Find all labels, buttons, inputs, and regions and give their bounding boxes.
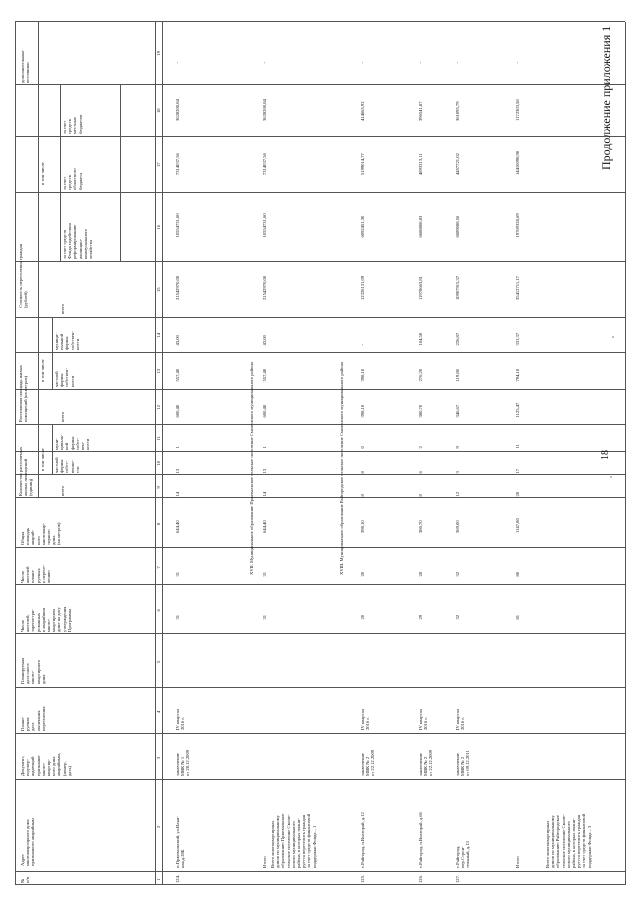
header-residents: Число жителей, зарегистри- рованных в аварийном много- квартирном доме на дату утверждения Программы — [20, 606, 72, 632]
total-cell-c14: 43,00 — [262, 335, 267, 346]
table-rule — [162, 317, 625, 318]
table-rule — [15, 687, 162, 688]
total-cell-c11: 11 — [515, 444, 520, 449]
header-num: № п/п — [20, 876, 31, 883]
total-cell-c10: 13 — [262, 468, 267, 474]
total-cell-c15: 21542970,00 — [262, 275, 267, 300]
row-cell-c12: 380,70 — [418, 404, 423, 418]
row-cell-c17: 4893313,11 — [418, 153, 423, 175]
total-cell-c13: 794,10 — [515, 368, 520, 382]
column-number: 2 — [156, 825, 161, 828]
table-rule — [155, 22, 156, 885]
table-rule — [15, 733, 162, 734]
table-rule — [15, 547, 162, 548]
column-number: 6 — [156, 609, 161, 612]
scan-speck — [612, 336, 614, 338]
row-cell-c11: 2 — [418, 446, 423, 449]
row-resettle-date: IV квартал 2016 г. — [175, 709, 186, 730]
table-rule — [38, 474, 155, 475]
section-note: Всего многоквартирных домов по муниципальному образованию Пржевальское сельское поселение Смоле- нского муниципального района, в которых плани- руется переселить граждан за счет средств финансовой поддержки Фонда – 1 — [270, 813, 317, 868]
row-address: с.Райгород, пер.Строи- тельный, д.13 — [455, 841, 471, 868]
row-cell-c13: 398,10 — [360, 368, 365, 382]
total-cell-c6: 81 — [515, 614, 520, 620]
header-to-resettle: Число жителей плани- руемых к пересе- лению — [20, 565, 52, 583]
table-rule — [38, 318, 39, 425]
row-cell-c7: 31 — [175, 571, 180, 577]
total-cell-c19: - — [262, 61, 267, 64]
header-units-total: всего — [60, 485, 65, 496]
total-cell-c14: 331,37 — [515, 332, 520, 346]
total-cell-c16: 10554731,60 — [262, 213, 267, 238]
column-number: 9 — [156, 486, 161, 489]
table-rule — [625, 22, 626, 885]
header-resettle-date: Плани- руемая дата окончания переселения — [20, 706, 46, 731]
row-address: с.Райгород, п.Волгорай, д.66 — [418, 812, 423, 868]
section-note: Всего многоквартирных домов по муниципальному образованию Райгородское сельское поселение Смоле- нского муниципального района, в которых плани- руется переселить граждан за счет средств финансовой поддержки Фонда – 3 — [545, 813, 592, 868]
row-cell-c19: - — [175, 61, 180, 64]
row-cell-c18: 361095,79 — [455, 101, 460, 121]
row-cell-c6: 29 — [418, 614, 423, 620]
header-demolish-date: Планируемая дата сноса много- квартирного дома — [20, 657, 46, 684]
row-cell-c14: 104,50 — [418, 332, 423, 346]
column-number: 17 — [156, 162, 161, 167]
table-rule — [162, 389, 625, 390]
table-rule — [120, 85, 121, 262]
column-number: 18 — [156, 108, 161, 113]
row-cell-c14: 226,87 — [455, 332, 460, 346]
row-cell-c7: 20 — [360, 571, 365, 577]
total-cell-c8: 644,40 — [262, 520, 267, 533]
row-cell-c8: 369,00 — [455, 520, 460, 533]
total-cell-c19: - — [515, 61, 520, 64]
row-cell-c17: 7314037,56 — [175, 153, 180, 175]
row-cell-c6: 32 — [455, 614, 460, 620]
row-cell-c15: 21542970,00 — [175, 275, 180, 300]
row-cell-c13: 557,40 — [175, 368, 180, 382]
total-cell-c8: 1147,80 — [515, 518, 520, 533]
scan-speck — [610, 476, 612, 478]
header-cost-local: за счет средств местных бюджетов — [62, 114, 83, 134]
total-cell-c17: 14410098,90 — [515, 150, 520, 175]
row-cell-c9: 14 — [175, 491, 180, 497]
row-cell-c14: 43,00 — [175, 335, 180, 346]
row-cell-c19: - — [455, 61, 460, 64]
header-units-private: частной формы собст- венно- сти — [54, 457, 80, 473]
page-title: Продолжение приложения 1 — [599, 25, 613, 170]
table-rule — [162, 474, 625, 475]
row-cell-c11: 9 — [455, 446, 460, 449]
column-number: 7 — [156, 566, 161, 569]
header-cost-fund: за счет средств Фонда содействия реформированию жилищно- коммунального хозяйства — [62, 223, 94, 259]
header-cost-incl: в том числе — [40, 162, 45, 185]
row-cell-c7: 32 — [455, 571, 460, 577]
header-units-incl: в том числе — [40, 448, 45, 471]
total-cell-c18: 1172303,58 — [515, 99, 520, 121]
header-cost-total: всего — [60, 303, 65, 314]
row-cell-c18: 3628200,84 — [175, 99, 180, 121]
row-cell-c7: 28 — [418, 571, 423, 577]
total-cell-c15: 35412711,17 — [515, 276, 520, 300]
table-rule — [15, 633, 162, 634]
row-cell-c13: 119,80 — [455, 369, 460, 382]
table-rule — [162, 192, 625, 193]
header-address: Адрес многоквартирного дома признанного аварийным — [20, 818, 36, 866]
row-document: заключение МВК № 2 от 09.12.2011 — [455, 750, 471, 776]
column-number: 13 — [156, 368, 161, 374]
total-cell-c9: 28 — [515, 491, 520, 497]
section-title: XVII. Муниципальное образование Пржевальское сельское поселение Смоленского муниципального района — [249, 362, 254, 575]
header-units-title: Количество расселяемых жилых помещений (единиц) — [18, 446, 34, 496]
row-number: 126. — [418, 874, 423, 883]
table-rule — [162, 584, 625, 585]
table-rule — [162, 84, 625, 85]
row-cell-c6: 20 — [360, 614, 365, 620]
row-cell-c16: 6089088,56 — [455, 215, 460, 238]
total-cell-c18: 3628200,84 — [262, 99, 267, 121]
table-rule — [162, 451, 625, 452]
table-rule — [52, 425, 53, 475]
row-cell-c19: - — [418, 61, 423, 64]
table-rule — [162, 424, 625, 425]
row-cell-c8: 644,40 — [175, 520, 180, 533]
row-cell-c18: 396541,87 — [418, 101, 423, 121]
row-cell-c10: 3 — [455, 471, 460, 474]
row-resettle-date: IV квартал 2016 г. — [360, 709, 371, 730]
table-rule — [162, 871, 625, 872]
column-number: 19 — [156, 50, 161, 56]
row-cell-c9: 8 — [360, 494, 365, 497]
total-label: Итого — [515, 856, 520, 868]
row-cell-c6: 31 — [175, 614, 180, 620]
page-number: 18 — [600, 450, 611, 460]
table-rule — [162, 779, 625, 780]
table-rule — [162, 733, 625, 734]
table-rule — [162, 22, 163, 885]
row-cell-c9: 8 — [418, 494, 423, 497]
total-cell-c6: 31 — [262, 614, 267, 620]
table-rule — [60, 85, 61, 262]
header-document: Документ, подтвер- ждающий признание много- квартир- ного дома аварийным, (номер, дата) — [20, 752, 72, 776]
row-cell-c11: 0 — [360, 446, 365, 449]
row-document: заключение МВК № 1 от 28.12.2009 — [175, 749, 191, 776]
total-cell-c12: 600,40 — [262, 404, 267, 418]
table-rule — [162, 547, 625, 548]
row-cell-c16: 10554731,60 — [175, 213, 180, 238]
row-cell-c16: 6092451,30 — [360, 215, 365, 238]
row-resettle-date: IV квартал 2016 г. — [418, 709, 429, 730]
table-rule — [162, 352, 625, 353]
column-number: 4 — [156, 710, 161, 713]
row-document: заключение МВК № 2 от 22.12.2009 — [418, 749, 434, 776]
row-cell-c19: - — [360, 61, 365, 64]
table-rule — [15, 779, 162, 780]
total-cell-c11: 1 — [262, 446, 267, 449]
row-cell-c18: 414665,92 — [360, 101, 365, 121]
section-title: XVIII. Муниципальное образование Райгородское сельское поселение Смоленского муниципального района — [339, 362, 344, 575]
row-cell-c12: 398,10 — [360, 404, 365, 418]
table-rule — [162, 633, 625, 634]
table-rule — [15, 584, 162, 585]
row-address: с.Райгород, п.Волгорай, д.12 — [360, 812, 365, 868]
header-area-municipal: муници- пальной формы собствен- ности — [54, 331, 80, 350]
row-cell-c13: 276,20 — [418, 368, 423, 382]
header-area: Общая площадь аварий- ного многоквар- тирного дома (кв.метров) — [20, 522, 62, 545]
row-address: п.Пржевальский, ул.Ильи- ная,д.28Б — [175, 816, 186, 868]
row-cell-c9: 12 — [455, 491, 460, 497]
table-rule — [52, 318, 53, 390]
row-cell-c10: 8 — [360, 471, 365, 474]
row-number: 125. — [360, 874, 365, 883]
row-cell-c17: 4457721,02 — [455, 153, 460, 175]
column-number: 11 — [156, 436, 161, 441]
header-cost-extra: дополнительные источники — [20, 50, 31, 83]
row-cell-c15: 10907915,37 — [455, 275, 460, 300]
header-cost-oblast: за счет средств областного бюджета — [62, 168, 83, 190]
row-cell-c17: 5199014,77 — [360, 153, 365, 175]
table-rule — [162, 497, 625, 498]
column-number: 8 — [156, 522, 161, 525]
total-cell-c13: 557,40 — [262, 368, 267, 382]
row-cell-c16: 6688808,83 — [418, 215, 423, 238]
row-cell-c10: 6 — [418, 471, 423, 474]
table-rule — [15, 884, 162, 885]
column-number: 10 — [156, 460, 161, 466]
table-rule — [38, 22, 39, 85]
table-rule — [162, 687, 625, 688]
table-rule — [38, 85, 39, 318]
total-cell-c7: 80 — [515, 571, 520, 577]
row-cell-c12: 600,40 — [175, 404, 180, 418]
header-area-private: частной формы собствен- ности — [54, 368, 75, 387]
table-rule — [162, 21, 625, 22]
total-cell-c12: 1125,47 — [515, 402, 520, 418]
column-number: 16 — [156, 224, 161, 230]
total-cell-c17: 7314037,56 — [262, 153, 267, 175]
table-rule — [162, 261, 625, 262]
header-units-municipal: муни- ципаль- ной формы собст- вен- ности — [54, 434, 91, 450]
table-rule — [15, 871, 162, 872]
row-resettle-date: IV квартал 2016 г. — [455, 709, 466, 730]
header-area-title: Расселяемая площадь жилых помещений (кв.метров) — [18, 365, 29, 422]
row-cell-c8: 380,70 — [418, 520, 423, 533]
column-number: 1 — [156, 878, 161, 881]
total-cell-c9: 14 — [262, 491, 267, 497]
header-area-total: всего — [60, 411, 65, 422]
table-rule — [38, 425, 39, 498]
row-cell-c10: 13 — [175, 468, 180, 474]
header-area-incl: в том числе — [40, 359, 45, 382]
row-cell-c12: 346,67 — [455, 404, 460, 418]
row-cell-c15: 11978663,81 — [418, 276, 423, 300]
table-rule — [162, 884, 625, 885]
row-document: заключение МВК № 2 от 22.12.2009 — [360, 749, 376, 776]
table-rule — [162, 136, 625, 137]
row-cell-c15: 12326131,09 — [360, 275, 365, 300]
row-cell-c8: 398,10 — [360, 520, 365, 533]
header-cost-title: Стоимость переселения граждан (рублей) — [18, 243, 29, 308]
table-rule — [15, 22, 16, 885]
total-cell-c10: 17 — [515, 468, 520, 474]
total-label: Итого — [262, 856, 267, 868]
row-number: 124. — [175, 874, 180, 883]
column-number: 5 — [156, 660, 161, 663]
column-number: 12 — [156, 404, 161, 410]
row-number: 127. — [455, 874, 460, 883]
total-cell-c16: 19769328,69 — [515, 213, 520, 238]
row-cell-c14: - — [360, 343, 365, 346]
column-number: 3 — [156, 756, 161, 759]
row-cell-c11: 1 — [175, 446, 180, 449]
total-cell-c7: 31 — [262, 571, 267, 577]
column-number: 14 — [156, 332, 161, 338]
column-number: 15 — [156, 287, 161, 292]
